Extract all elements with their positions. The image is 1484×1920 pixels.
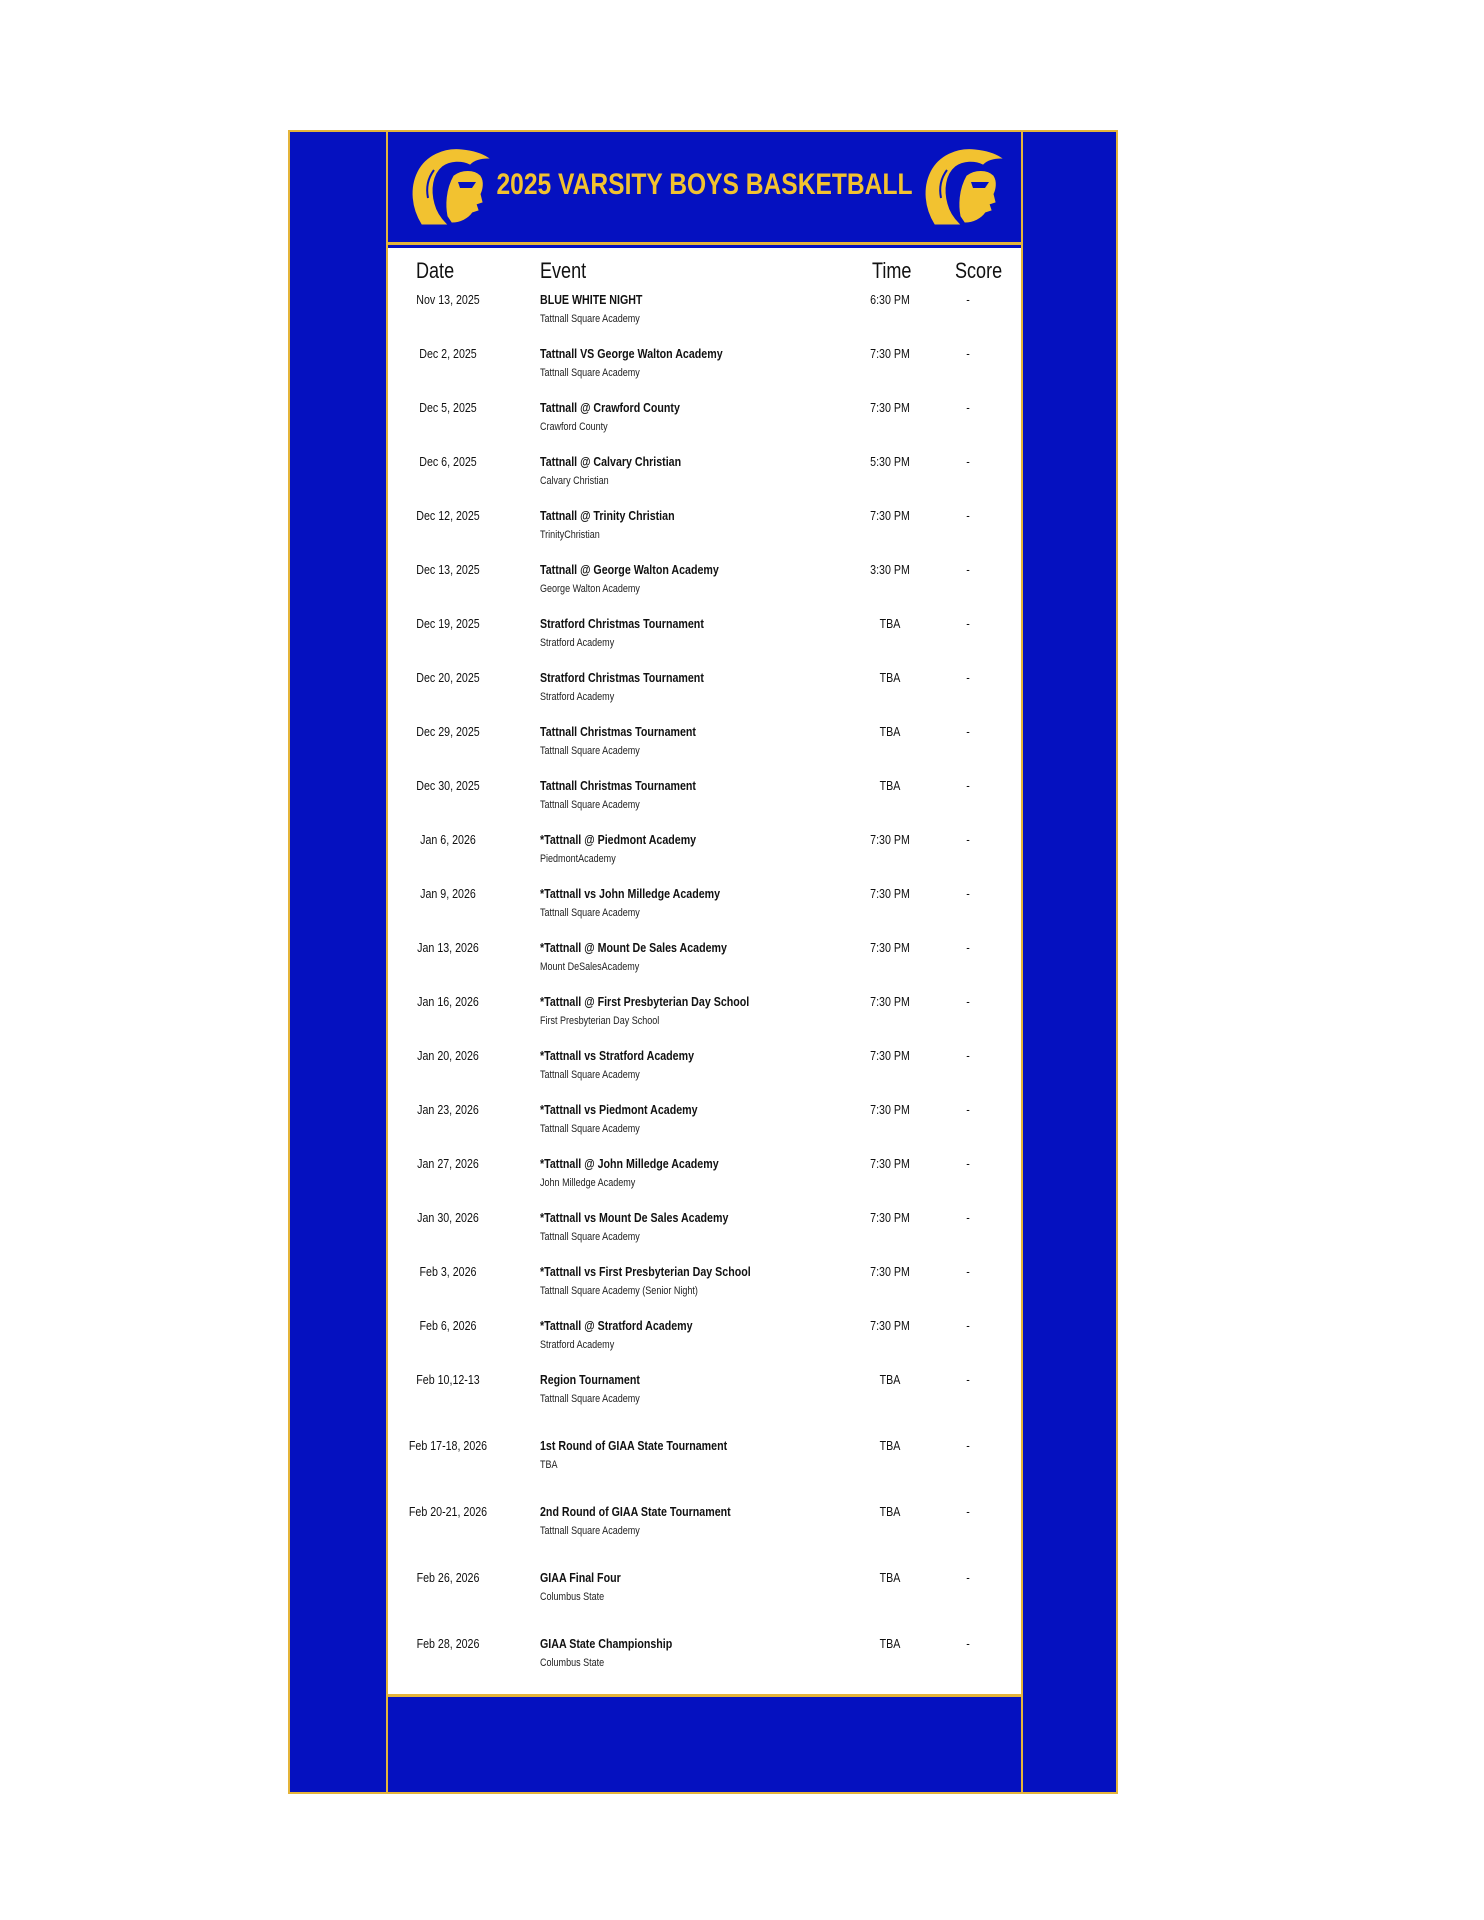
game-location: Tattnall Square Academy xyxy=(540,313,640,325)
game-time: TBA xyxy=(879,616,901,631)
game-event: *Tattnall vs Mount De Sales Academy xyxy=(540,1210,729,1225)
game-date: Jan 13, 2026 xyxy=(417,940,479,955)
game-event: Stratford Christmas Tournament xyxy=(540,670,704,685)
game-score: - xyxy=(966,886,970,901)
game-date: Dec 6, 2025 xyxy=(419,454,477,469)
game-event: Tattnall Christmas Tournament xyxy=(540,724,696,739)
game-date: Dec 29, 2025 xyxy=(416,724,480,739)
game-event: *Tattnall @ First Presbyterian Day School xyxy=(540,994,750,1009)
game-score: - xyxy=(966,400,970,415)
table-row xyxy=(388,886,1021,940)
game-location: Stratford Academy xyxy=(540,691,615,703)
game-time: TBA xyxy=(879,1372,901,1387)
game-date: Jan 30, 2026 xyxy=(417,1210,479,1225)
game-event: 2nd Round of GIAA State Tournament xyxy=(540,1504,731,1519)
game-score: - xyxy=(966,1636,970,1651)
table-row xyxy=(388,1264,1021,1318)
game-time: TBA xyxy=(879,1504,901,1519)
game-score: - xyxy=(966,1210,970,1225)
game-date: Dec 30, 2025 xyxy=(416,778,480,793)
game-score: - xyxy=(966,1264,970,1279)
game-date: Feb 3, 2026 xyxy=(419,1264,477,1279)
game-location: Tattnall Square Academy xyxy=(540,907,640,919)
game-date: Jan 23, 2026 xyxy=(417,1102,479,1117)
game-time: TBA xyxy=(879,1570,901,1585)
game-time: 7:30 PM xyxy=(870,832,910,847)
page-title: 2025 VARSITY BOYS BASKETBALL xyxy=(496,168,913,201)
game-date: Dec 13, 2025 xyxy=(416,562,480,577)
table-row xyxy=(388,1372,1021,1426)
game-date: Jan 16, 2026 xyxy=(417,994,479,1009)
game-date: Feb 17-18, 2026 xyxy=(408,1438,488,1453)
table-row xyxy=(388,940,1021,994)
game-date: Dec 19, 2025 xyxy=(416,616,480,631)
game-score: - xyxy=(966,724,970,739)
table-row xyxy=(388,1318,1021,1372)
game-event: Tattnall @ Crawford County xyxy=(540,400,680,415)
game-location: Tattnall Square Academy xyxy=(540,799,640,811)
table-row xyxy=(388,1210,1021,1264)
game-score: - xyxy=(966,1048,970,1063)
game-location: Crawford County xyxy=(540,421,608,433)
game-event: Tattnall Christmas Tournament xyxy=(540,778,696,793)
game-location: Columbus State xyxy=(540,1591,605,1603)
game-date: Dec 5, 2025 xyxy=(419,400,477,415)
table-row xyxy=(388,670,1021,724)
game-event: Region Tournament xyxy=(540,1372,640,1387)
game-score: - xyxy=(966,1318,970,1333)
table-row xyxy=(388,454,1021,508)
game-event: GIAA State Championship xyxy=(540,1636,673,1651)
game-time: 7:30 PM xyxy=(870,1156,910,1171)
game-event: 1st Round of GIAA State Tournament xyxy=(540,1438,728,1453)
trojan-helmet-icon xyxy=(915,142,1007,236)
game-time: 7:30 PM xyxy=(870,1048,910,1063)
game-location: Stratford Academy xyxy=(540,637,615,649)
game-score: - xyxy=(966,616,970,631)
game-time: TBA xyxy=(879,724,901,739)
game-date: Feb 28, 2026 xyxy=(416,1636,480,1651)
game-time: 7:30 PM xyxy=(870,1264,910,1279)
game-time: 7:30 PM xyxy=(870,940,910,955)
game-location: Tattnall Square Academy xyxy=(540,1393,640,1405)
table-row xyxy=(388,292,1021,346)
column-header-time: Time xyxy=(872,258,912,283)
table-row xyxy=(388,1102,1021,1156)
game-location: Stratford Academy xyxy=(540,1339,615,1351)
table-row xyxy=(388,562,1021,616)
game-location: Tattnall Square Academy xyxy=(540,367,640,379)
game-event: *Tattnall vs John Milledge Academy xyxy=(540,886,721,901)
table-row xyxy=(388,400,1021,454)
column-header-date: Date xyxy=(416,258,455,283)
game-score: - xyxy=(966,940,970,955)
game-event: *Tattnall @ Mount De Sales Academy xyxy=(540,940,727,955)
game-date: Dec 20, 2025 xyxy=(416,670,480,685)
game-time: 6:30 PM xyxy=(870,292,910,307)
game-location: First Presbyterian Day School xyxy=(540,1015,660,1027)
game-score: - xyxy=(966,670,970,685)
game-date: Feb 10,12-13 xyxy=(416,1372,480,1387)
game-location: Calvary Christian xyxy=(540,475,609,487)
game-time: 7:30 PM xyxy=(870,400,910,415)
game-time: 7:30 PM xyxy=(870,886,910,901)
table-row xyxy=(388,778,1021,832)
table-row xyxy=(388,1570,1021,1624)
game-score: - xyxy=(966,1438,970,1453)
game-score: - xyxy=(966,1372,970,1387)
game-event: *Tattnall @ Stratford Academy xyxy=(540,1318,693,1333)
schedule-table xyxy=(388,248,1021,1697)
table-row xyxy=(388,724,1021,778)
game-score: - xyxy=(966,1156,970,1171)
game-event: *Tattnall vs Stratford Academy xyxy=(540,1048,695,1063)
game-date: Nov 13, 2025 xyxy=(416,292,480,307)
game-event: GIAA Final Four xyxy=(540,1570,621,1585)
game-score: - xyxy=(966,1570,970,1585)
table-row xyxy=(388,346,1021,400)
game-time: TBA xyxy=(879,778,901,793)
game-event: Tattnall VS George Walton Academy xyxy=(540,346,723,361)
game-location: Tattnall Square Academy xyxy=(540,745,640,757)
game-time: 5:30 PM xyxy=(870,454,910,469)
game-date: Feb 20-21, 2026 xyxy=(408,1504,488,1519)
game-location: PiedmontAcademy xyxy=(540,853,616,865)
game-event: BLUE WHITE NIGHT xyxy=(540,292,643,307)
table-row xyxy=(388,994,1021,1048)
column-header-event: Event xyxy=(540,258,587,283)
table-row xyxy=(388,1156,1021,1210)
table-row xyxy=(388,1438,1021,1492)
game-location: Tattnall Square Academy xyxy=(540,1525,640,1537)
table-row xyxy=(388,832,1021,886)
game-location: George Walton Academy xyxy=(540,583,640,595)
game-time: 7:30 PM xyxy=(870,994,910,1009)
table-row xyxy=(388,616,1021,670)
game-time: TBA xyxy=(879,1438,901,1453)
game-time: 3:30 PM xyxy=(870,562,910,577)
game-date: Jan 20, 2026 xyxy=(417,1048,479,1063)
table-row xyxy=(388,508,1021,562)
game-score: - xyxy=(966,508,970,523)
game-event: *Tattnall vs Piedmont Academy xyxy=(540,1102,698,1117)
game-event: Tattnall @ Calvary Christian xyxy=(540,454,682,469)
game-score: - xyxy=(966,346,970,361)
game-date: Dec 2, 2025 xyxy=(419,346,477,361)
game-location: Tattnall Square Academy (Senior Night) xyxy=(540,1285,698,1297)
game-time: 7:30 PM xyxy=(870,1102,910,1117)
game-location: John Milledge Academy xyxy=(540,1177,636,1189)
game-date: Jan 27, 2026 xyxy=(417,1156,479,1171)
game-location: Columbus State xyxy=(540,1657,605,1669)
game-time: 7:30 PM xyxy=(870,346,910,361)
game-score: - xyxy=(966,994,970,1009)
game-location: Mount DeSalesAcademy xyxy=(540,961,640,973)
game-score: - xyxy=(966,1504,970,1519)
table-row xyxy=(388,1504,1021,1558)
game-time: TBA xyxy=(879,1636,901,1651)
table-row xyxy=(388,1048,1021,1102)
game-date: Feb 26, 2026 xyxy=(416,1570,480,1585)
game-score: - xyxy=(966,454,970,469)
game-location: TrinityChristian xyxy=(540,529,600,541)
game-event: Stratford Christmas Tournament xyxy=(540,616,704,631)
game-time: 7:30 PM xyxy=(870,508,910,523)
game-event: *Tattnall vs First Presbyterian Day School xyxy=(540,1264,751,1279)
header-banner xyxy=(388,132,1021,245)
column-header-score: Score xyxy=(955,258,1003,283)
game-event: *Tattnall @ Piedmont Academy xyxy=(540,832,697,847)
game-score: - xyxy=(966,832,970,847)
game-date: Jan 9, 2026 xyxy=(420,886,476,901)
game-event: Tattnall @ Trinity Christian xyxy=(540,508,675,523)
game-location: Tattnall Square Academy xyxy=(540,1123,640,1135)
game-location: TBA xyxy=(540,1459,558,1471)
game-date: Dec 12, 2025 xyxy=(416,508,480,523)
game-score: - xyxy=(966,1102,970,1117)
game-time: 7:30 PM xyxy=(870,1210,910,1225)
game-event: Tattnall @ George Walton Academy xyxy=(540,562,719,577)
game-score: - xyxy=(966,778,970,793)
game-event: *Tattnall @ John Milledge Academy xyxy=(540,1156,719,1171)
game-score: - xyxy=(966,292,970,307)
game-time: TBA xyxy=(879,670,901,685)
table-row xyxy=(388,1636,1021,1690)
footer-band xyxy=(388,1697,1021,1792)
game-score: - xyxy=(966,562,970,577)
game-location: Tattnall Square Academy xyxy=(540,1231,640,1243)
game-location: Tattnall Square Academy xyxy=(540,1069,640,1081)
game-time: 7:30 PM xyxy=(870,1318,910,1333)
game-date: Feb 6, 2026 xyxy=(419,1318,477,1333)
game-date: Jan 6, 2026 xyxy=(420,832,476,847)
